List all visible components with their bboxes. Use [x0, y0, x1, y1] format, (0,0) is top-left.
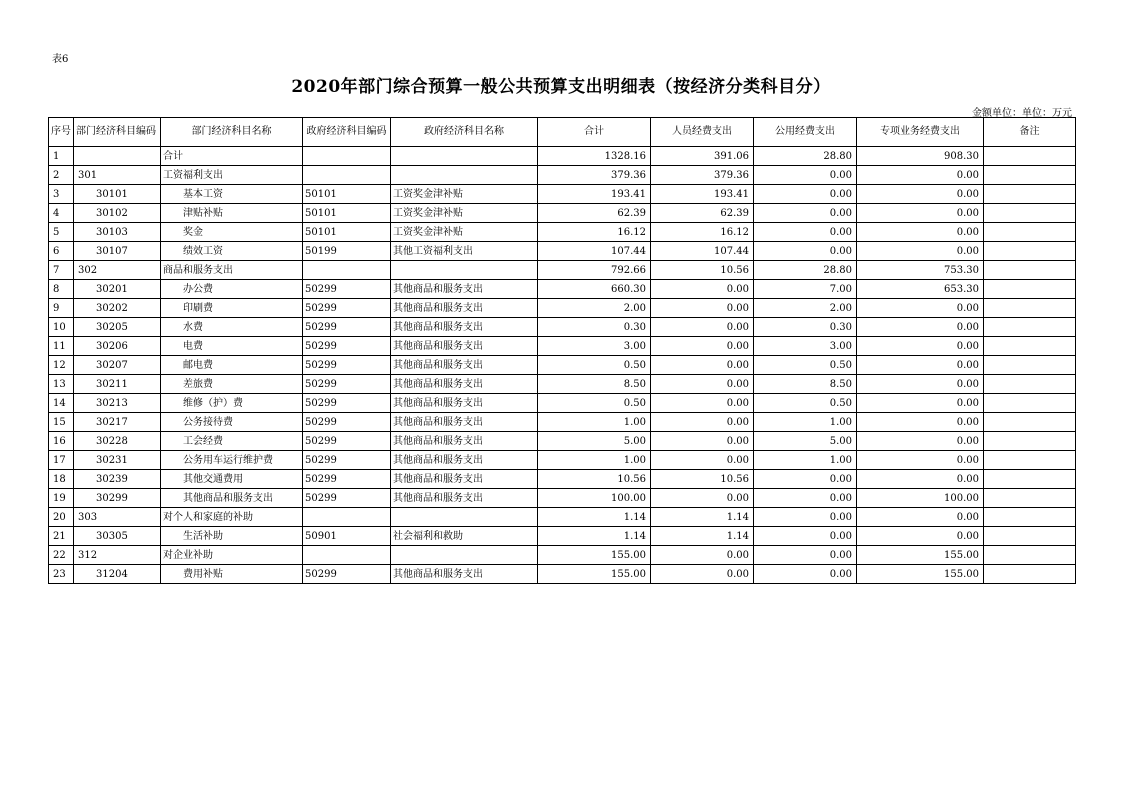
gov-name-cell: 其他商品和服务支出	[391, 451, 538, 470]
dept-code-cell: 30211	[74, 375, 161, 394]
dept-code-cell: 312	[74, 546, 161, 565]
special-cell: 0.00	[857, 337, 984, 356]
dept-code-cell	[74, 147, 161, 166]
table-body	[49, 147, 1076, 584]
seq-cell: 10	[49, 318, 74, 337]
personnel-cell: 0.00	[651, 394, 754, 413]
table-row	[49, 527, 1076, 546]
seq-cell: 20	[49, 508, 74, 527]
dept-name-cell: 对企业补助	[161, 546, 303, 565]
gov-name-cell	[391, 147, 538, 166]
note-cell	[984, 565, 1076, 584]
gov-code-cell: 50101	[303, 223, 391, 242]
table-row	[49, 147, 1076, 166]
dept-code-cell: 30228	[74, 432, 161, 451]
seq-cell: 11	[49, 337, 74, 356]
special-cell: 0.00	[857, 166, 984, 185]
special-cell: 155.00	[857, 565, 984, 584]
total-cell: 379.36	[538, 166, 651, 185]
dept-name-cell: 对个人和家庭的补助	[161, 508, 303, 527]
dept-name-cell: 绩效工资	[161, 242, 303, 261]
gov-code-cell: 50299	[303, 565, 391, 584]
seq-cell: 23	[49, 565, 74, 584]
note-cell	[984, 299, 1076, 318]
special-cell: 0.00	[857, 204, 984, 223]
table-row	[49, 280, 1076, 299]
seq-cell: 3	[49, 185, 74, 204]
personnel-cell: 0.00	[651, 451, 754, 470]
public-cell: 0.00	[754, 470, 857, 489]
seq-cell: 7	[49, 261, 74, 280]
gov-code-cell: 50299	[303, 280, 391, 299]
dept-name-cell: 印刷费	[161, 299, 303, 318]
header-gov-name: 政府经济科目名称	[391, 118, 538, 147]
table-row	[49, 356, 1076, 375]
personnel-cell: 10.56	[651, 261, 754, 280]
dept-name-cell: 生活补助	[161, 527, 303, 546]
table-row	[49, 223, 1076, 242]
total-cell: 100.00	[538, 489, 651, 508]
total-cell: 10.56	[538, 470, 651, 489]
dept-name-cell: 商品和服务支出	[161, 261, 303, 280]
total-cell: 193.41	[538, 185, 651, 204]
public-cell: 7.00	[754, 280, 857, 299]
dept-name-cell: 工会经费	[161, 432, 303, 451]
seq-cell: 6	[49, 242, 74, 261]
public-cell: 1.00	[754, 451, 857, 470]
gov-code-cell: 50901	[303, 527, 391, 546]
note-cell	[984, 432, 1076, 451]
dept-code-cell: 30231	[74, 451, 161, 470]
public-cell: 0.00	[754, 546, 857, 565]
gov-name-cell	[391, 508, 538, 527]
note-cell	[984, 280, 1076, 299]
personnel-cell: 0.00	[651, 546, 754, 565]
gov-name-cell: 其他商品和服务支出	[391, 337, 538, 356]
special-cell: 0.00	[857, 356, 984, 375]
table-row	[49, 185, 1076, 204]
public-cell: 0.30	[754, 318, 857, 337]
special-cell: 0.00	[857, 242, 984, 261]
table-row	[49, 337, 1076, 356]
special-cell: 0.00	[857, 299, 984, 318]
total-cell: 1328.16	[538, 147, 651, 166]
gov-code-cell: 50299	[303, 299, 391, 318]
gov-name-cell: 社会福利和救助	[391, 527, 538, 546]
table-row	[49, 546, 1076, 565]
gov-name-cell: 工资奖金津补贴	[391, 204, 538, 223]
total-cell: 1.14	[538, 527, 651, 546]
seq-cell: 18	[49, 470, 74, 489]
note-cell	[984, 204, 1076, 223]
dept-name-cell: 水费	[161, 318, 303, 337]
gov-code-cell	[303, 166, 391, 185]
table-row	[49, 204, 1076, 223]
public-cell: 5.00	[754, 432, 857, 451]
total-cell: 2.00	[538, 299, 651, 318]
table-row	[49, 489, 1076, 508]
header-public: 公用经费支出	[754, 118, 857, 147]
total-cell: 16.12	[538, 223, 651, 242]
personnel-cell: 0.00	[651, 432, 754, 451]
dept-code-cell: 30299	[74, 489, 161, 508]
special-cell: 0.00	[857, 470, 984, 489]
special-cell: 0.00	[857, 185, 984, 204]
total-cell: 0.50	[538, 356, 651, 375]
budget-table	[48, 117, 1076, 584]
public-cell: 0.00	[754, 508, 857, 527]
special-cell: 653.30	[857, 280, 984, 299]
dept-code-cell: 303	[74, 508, 161, 527]
seq-cell: 22	[49, 546, 74, 565]
total-cell: 8.50	[538, 375, 651, 394]
dept-name-cell: 津贴补贴	[161, 204, 303, 223]
seq-cell: 1	[49, 147, 74, 166]
personnel-cell: 391.06	[651, 147, 754, 166]
gov-code-cell	[303, 147, 391, 166]
note-cell	[984, 527, 1076, 546]
note-cell	[984, 242, 1076, 261]
total-cell: 660.30	[538, 280, 651, 299]
dept-code-cell: 30201	[74, 280, 161, 299]
table-row	[49, 470, 1076, 489]
gov-name-cell: 其他商品和服务支出	[391, 432, 538, 451]
note-cell	[984, 318, 1076, 337]
seq-cell: 4	[49, 204, 74, 223]
header-gov-code: 政府经济科目编码	[303, 118, 391, 147]
public-cell: 0.00	[754, 204, 857, 223]
note-cell	[984, 356, 1076, 375]
gov-code-cell	[303, 261, 391, 280]
gov-code-cell: 50101	[303, 204, 391, 223]
total-cell: 5.00	[538, 432, 651, 451]
total-cell: 1.00	[538, 451, 651, 470]
total-cell: 3.00	[538, 337, 651, 356]
header-special: 专项业务经费支出	[857, 118, 984, 147]
dept-code-cell: 30202	[74, 299, 161, 318]
dept-name-cell: 公务用车运行维护费	[161, 451, 303, 470]
gov-name-cell: 其他商品和服务支出	[391, 470, 538, 489]
table-row	[49, 451, 1076, 470]
gov-code-cell: 50299	[303, 451, 391, 470]
gov-code-cell	[303, 508, 391, 527]
gov-code-cell	[303, 546, 391, 565]
dept-code-cell: 30239	[74, 470, 161, 489]
dept-code-cell: 30107	[74, 242, 161, 261]
dept-code-cell: 30205	[74, 318, 161, 337]
public-cell: 0.50	[754, 394, 857, 413]
special-cell: 0.00	[857, 318, 984, 337]
dept-code-cell: 31204	[74, 565, 161, 584]
total-cell: 107.44	[538, 242, 651, 261]
gov-code-cell: 50299	[303, 489, 391, 508]
dept-code-cell: 30207	[74, 356, 161, 375]
unit-label: 金额单位：单位：万元	[972, 108, 1072, 119]
gov-name-cell: 其他工资福利支出	[391, 242, 538, 261]
header-row	[49, 118, 1076, 147]
public-cell: 28.80	[754, 147, 857, 166]
dept-name-cell: 办公费	[161, 280, 303, 299]
public-cell: 0.00	[754, 223, 857, 242]
note-cell	[984, 413, 1076, 432]
gov-name-cell: 工资奖金津补贴	[391, 185, 538, 204]
personnel-cell: 0.00	[651, 337, 754, 356]
gov-name-cell	[391, 261, 538, 280]
dept-name-cell: 其他商品和服务支出	[161, 489, 303, 508]
header-personnel: 人员经费支出	[651, 118, 754, 147]
total-cell: 0.30	[538, 318, 651, 337]
note-cell	[984, 166, 1076, 185]
gov-code-cell: 50299	[303, 356, 391, 375]
dept-name-cell: 差旅费	[161, 375, 303, 394]
header-seq: 序号	[49, 118, 74, 147]
total-cell: 1.14	[538, 508, 651, 527]
special-cell: 0.00	[857, 413, 984, 432]
gov-code-cell: 50299	[303, 318, 391, 337]
personnel-cell: 0.00	[651, 375, 754, 394]
table-row	[49, 508, 1076, 527]
personnel-cell: 1.14	[651, 527, 754, 546]
public-cell: 0.00	[754, 527, 857, 546]
dept-code-cell: 301	[74, 166, 161, 185]
gov-name-cell: 其他商品和服务支出	[391, 356, 538, 375]
total-cell: 155.00	[538, 546, 651, 565]
note-cell	[984, 546, 1076, 565]
seq-cell: 12	[49, 356, 74, 375]
public-cell: 0.00	[754, 565, 857, 584]
total-cell: 155.00	[538, 565, 651, 584]
note-cell	[984, 185, 1076, 204]
note-cell	[984, 489, 1076, 508]
gov-code-cell: 50299	[303, 413, 391, 432]
public-cell: 2.00	[754, 299, 857, 318]
special-cell: 0.00	[857, 508, 984, 527]
dept-name-cell: 公务接待费	[161, 413, 303, 432]
personnel-cell: 10.56	[651, 470, 754, 489]
note-cell	[984, 470, 1076, 489]
dept-name-cell: 奖金	[161, 223, 303, 242]
gov-code-cell: 50101	[303, 185, 391, 204]
seq-cell: 21	[49, 527, 74, 546]
personnel-cell: 0.00	[651, 413, 754, 432]
personnel-cell: 379.36	[651, 166, 754, 185]
special-cell: 100.00	[857, 489, 984, 508]
dept-code-cell: 30103	[74, 223, 161, 242]
special-cell: 753.30	[857, 261, 984, 280]
personnel-cell: 0.00	[651, 318, 754, 337]
dept-name-cell: 电费	[161, 337, 303, 356]
table-number: 表6	[52, 54, 69, 65]
dept-code-cell: 30101	[74, 185, 161, 204]
gov-code-cell: 50299	[303, 337, 391, 356]
note-cell	[984, 451, 1076, 470]
table-row	[49, 394, 1076, 413]
table-row	[49, 318, 1076, 337]
gov-name-cell: 其他商品和服务支出	[391, 280, 538, 299]
personnel-cell: 0.00	[651, 280, 754, 299]
gov-code-cell: 50299	[303, 394, 391, 413]
seq-cell: 8	[49, 280, 74, 299]
gov-name-cell: 其他商品和服务支出	[391, 565, 538, 584]
public-cell: 28.80	[754, 261, 857, 280]
table-row	[49, 413, 1076, 432]
public-cell: 0.50	[754, 356, 857, 375]
dept-code-cell: 302	[74, 261, 161, 280]
note-cell	[984, 147, 1076, 166]
special-cell: 0.00	[857, 527, 984, 546]
special-cell: 0.00	[857, 394, 984, 413]
public-cell: 0.00	[754, 166, 857, 185]
public-cell: 0.00	[754, 242, 857, 261]
seq-cell: 14	[49, 394, 74, 413]
seq-cell: 15	[49, 413, 74, 432]
gov-code-cell: 50299	[303, 470, 391, 489]
note-cell	[984, 394, 1076, 413]
dept-name-cell: 其他交通费用	[161, 470, 303, 489]
dept-name-cell: 工资福利支出	[161, 166, 303, 185]
total-cell: 62.39	[538, 204, 651, 223]
table-row	[49, 242, 1076, 261]
public-cell: 8.50	[754, 375, 857, 394]
header-dept-code: 部门经济科目编码	[74, 118, 161, 147]
note-cell	[984, 375, 1076, 394]
table-row	[49, 565, 1076, 584]
gov-name-cell: 其他商品和服务支出	[391, 413, 538, 432]
table-row	[49, 432, 1076, 451]
gov-name-cell: 其他商品和服务支出	[391, 318, 538, 337]
special-cell: 0.00	[857, 223, 984, 242]
personnel-cell: 16.12	[651, 223, 754, 242]
header-note: 备注	[984, 118, 1076, 147]
dept-name-cell: 费用补贴	[161, 565, 303, 584]
personnel-cell: 0.00	[651, 565, 754, 584]
dept-code-cell: 30102	[74, 204, 161, 223]
seq-cell: 19	[49, 489, 74, 508]
seq-cell: 2	[49, 166, 74, 185]
page-title: 2020年部门综合预算一般公共预算支出明细表（按经济分类科目分）	[291, 77, 831, 97]
note-cell	[984, 223, 1076, 242]
seq-cell: 17	[49, 451, 74, 470]
note-cell	[984, 337, 1076, 356]
public-cell: 0.00	[754, 489, 857, 508]
seq-cell: 9	[49, 299, 74, 318]
special-cell: 0.00	[857, 432, 984, 451]
table-row	[49, 261, 1076, 280]
dept-code-cell: 30217	[74, 413, 161, 432]
dept-name-cell: 邮电费	[161, 356, 303, 375]
gov-code-cell: 50299	[303, 432, 391, 451]
special-cell: 908.30	[857, 147, 984, 166]
gov-code-cell: 50299	[303, 375, 391, 394]
gov-name-cell: 工资奖金津补贴	[391, 223, 538, 242]
special-cell: 155.00	[857, 546, 984, 565]
dept-code-cell: 30206	[74, 337, 161, 356]
gov-name-cell: 其他商品和服务支出	[391, 299, 538, 318]
table-row	[49, 375, 1076, 394]
seq-cell: 5	[49, 223, 74, 242]
public-cell: 1.00	[754, 413, 857, 432]
special-cell: 0.00	[857, 451, 984, 470]
public-cell: 0.00	[754, 185, 857, 204]
total-cell: 792.66	[538, 261, 651, 280]
personnel-cell: 193.41	[651, 185, 754, 204]
personnel-cell: 0.00	[651, 299, 754, 318]
gov-name-cell	[391, 546, 538, 565]
personnel-cell: 0.00	[651, 356, 754, 375]
dept-name-cell: 合计	[161, 147, 303, 166]
gov-code-cell: 50199	[303, 242, 391, 261]
header-dept-name: 部门经济科目名称	[161, 118, 303, 147]
gov-name-cell: 其他商品和服务支出	[391, 394, 538, 413]
dept-name-cell: 维修（护）费	[161, 394, 303, 413]
public-cell: 3.00	[754, 337, 857, 356]
table-row	[49, 166, 1076, 185]
note-cell	[984, 261, 1076, 280]
personnel-cell: 62.39	[651, 204, 754, 223]
total-cell: 0.50	[538, 394, 651, 413]
gov-name-cell: 其他商品和服务支出	[391, 375, 538, 394]
dept-code-cell: 30213	[74, 394, 161, 413]
header-total: 合计	[538, 118, 651, 147]
personnel-cell: 0.00	[651, 489, 754, 508]
personnel-cell: 107.44	[651, 242, 754, 261]
special-cell: 0.00	[857, 375, 984, 394]
personnel-cell: 1.14	[651, 508, 754, 527]
seq-cell: 16	[49, 432, 74, 451]
note-cell	[984, 508, 1076, 527]
gov-name-cell	[391, 166, 538, 185]
dept-name-cell: 基本工资	[161, 185, 303, 204]
dept-code-cell: 30305	[74, 527, 161, 546]
seq-cell: 13	[49, 375, 74, 394]
gov-name-cell: 其他商品和服务支出	[391, 489, 538, 508]
total-cell: 1.00	[538, 413, 651, 432]
table-row	[49, 299, 1076, 318]
